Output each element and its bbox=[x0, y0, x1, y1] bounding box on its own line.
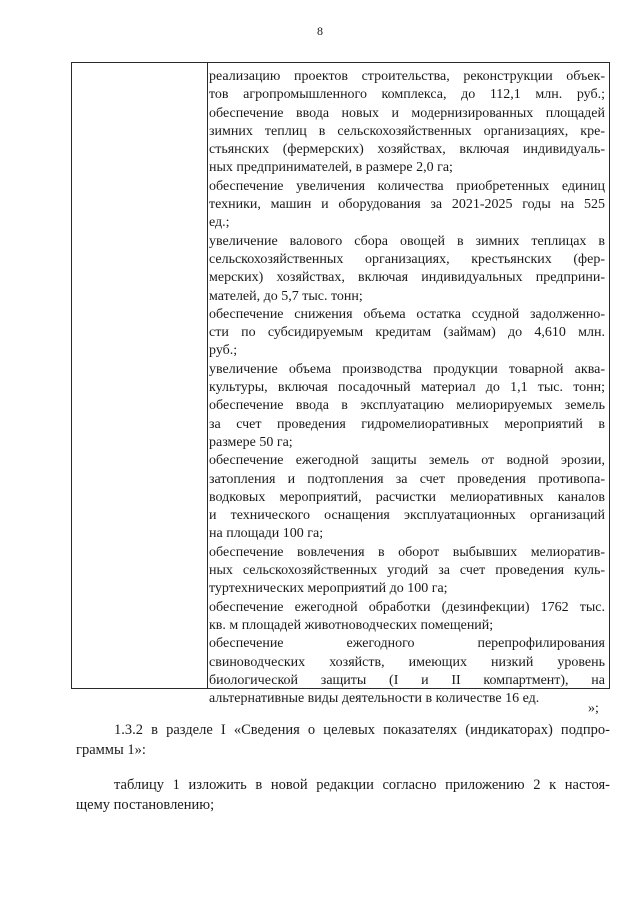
cell-line: обеспечение ввода новых и модернизированных площадей bbox=[209, 105, 605, 121]
cell-line: альтернативные виды деятельности в количестве 16 ед. bbox=[209, 691, 540, 707]
cell-line: водковых мероприятий, расчистки мелиоративных каналов bbox=[209, 489, 605, 505]
cell-line: на площади 100 га; bbox=[209, 526, 324, 542]
cell-line: мателей, до 5,7 тыс. тонн; bbox=[209, 288, 363, 304]
cell-line: ных предпринимателей, в размере 2,0 га; bbox=[209, 160, 453, 176]
cell-line: техники, машин и оборудования за 2021-2025 годы на 525 bbox=[209, 197, 605, 213]
cell-line: кв. м площадей животноводческих помещений; bbox=[209, 617, 494, 633]
cell-line: свиноводческих хозяйств, имеющих низкий уровень bbox=[209, 654, 605, 670]
cell-line: руб.; bbox=[209, 343, 238, 359]
cell-line: ных сельскохозяйственных угодий за счет проведения куль- bbox=[209, 563, 605, 579]
cell-line: сти по субсидируемым кредитам (займам) до 4,610 млн. bbox=[209, 325, 605, 341]
page-number: 8 bbox=[317, 24, 323, 38]
paragraph-line: граммы 1»: bbox=[76, 742, 146, 758]
table-fragment bbox=[71, 62, 610, 707]
cell-line: обеспечение снижения объема остатка ссудной задолженно- bbox=[209, 306, 605, 322]
cell-line: за счет проведения гидромелиоративных мероприятий в bbox=[209, 416, 605, 432]
cell-line: тов агропромышленного комплекса, до 112,1 млн. руб.; bbox=[209, 87, 605, 103]
cell-line: мерских) хозяйствах, включая индивидуальных предприни- bbox=[209, 270, 605, 286]
cell-line: обеспечение ввода в эксплуатацию мелиорируемых земель bbox=[209, 398, 605, 414]
cell-line: размере 50 га; bbox=[209, 434, 293, 450]
cell-line: стьянских (фермерских) хозяйствах, включая индивидуаль- bbox=[209, 142, 605, 158]
cell-line: и технического оснащения эксплуатационных организаций bbox=[209, 508, 605, 524]
cell-line: затопления и подтопления за счет проведения противопа- bbox=[209, 471, 605, 487]
cell-line: увеличение валового сбора овощей в зимних теплицах в bbox=[209, 233, 605, 249]
cell-line: зимних теплиц в сельскохозяйственных организациях, кре- bbox=[209, 123, 605, 139]
cell-line: туртехнических мероприятий до 100 га; bbox=[209, 581, 448, 597]
table-cell-text bbox=[209, 68, 605, 708]
cell-line: обеспечение ежегодного перепрофилирования bbox=[209, 636, 605, 652]
cell-line: обеспечение увеличения количества приобретенных единиц bbox=[209, 178, 605, 194]
closing-quote-mark: »; bbox=[588, 701, 599, 716]
cell-line: культуры, включая посадочный материал до 1,1 тыс. тонн; bbox=[209, 380, 605, 396]
paragraph-line: таблицу 1 изложить в новой редакции согласно приложению 2 к настоя- bbox=[114, 777, 610, 793]
paragraph-line: 1.3.2 в разделе I «Сведения о целевых показателях (индикаторах) подпро- bbox=[114, 722, 610, 738]
column-divider bbox=[207, 63, 208, 688]
cell-line: увеличение объема производства продукции товарной аква- bbox=[209, 361, 605, 377]
cell-line: реализацию проектов строительства, реконструкции объек- bbox=[209, 69, 605, 84]
cell-line: обеспечение вовлечения в оборот выбывших мелиоратив- bbox=[209, 544, 605, 560]
paragraph-line: щему постановлению; bbox=[76, 797, 215, 813]
cell-line: биологической защиты (I и II компартмент), на bbox=[209, 672, 605, 688]
paragraph-section-1-3-2 bbox=[76, 720, 610, 760]
cell-line: ед.; bbox=[209, 215, 230, 231]
cell-line: обеспечение ежегодной обработки (дезинфекции) 1762 тыс. bbox=[209, 599, 605, 615]
paragraph-table-1 bbox=[76, 775, 610, 815]
cell-line: сельскохозяйственных организациях, крестьянских (фер- bbox=[209, 251, 605, 267]
cell-line: обеспечение ежегодной защиты земель от водной эрозии, bbox=[209, 453, 605, 469]
